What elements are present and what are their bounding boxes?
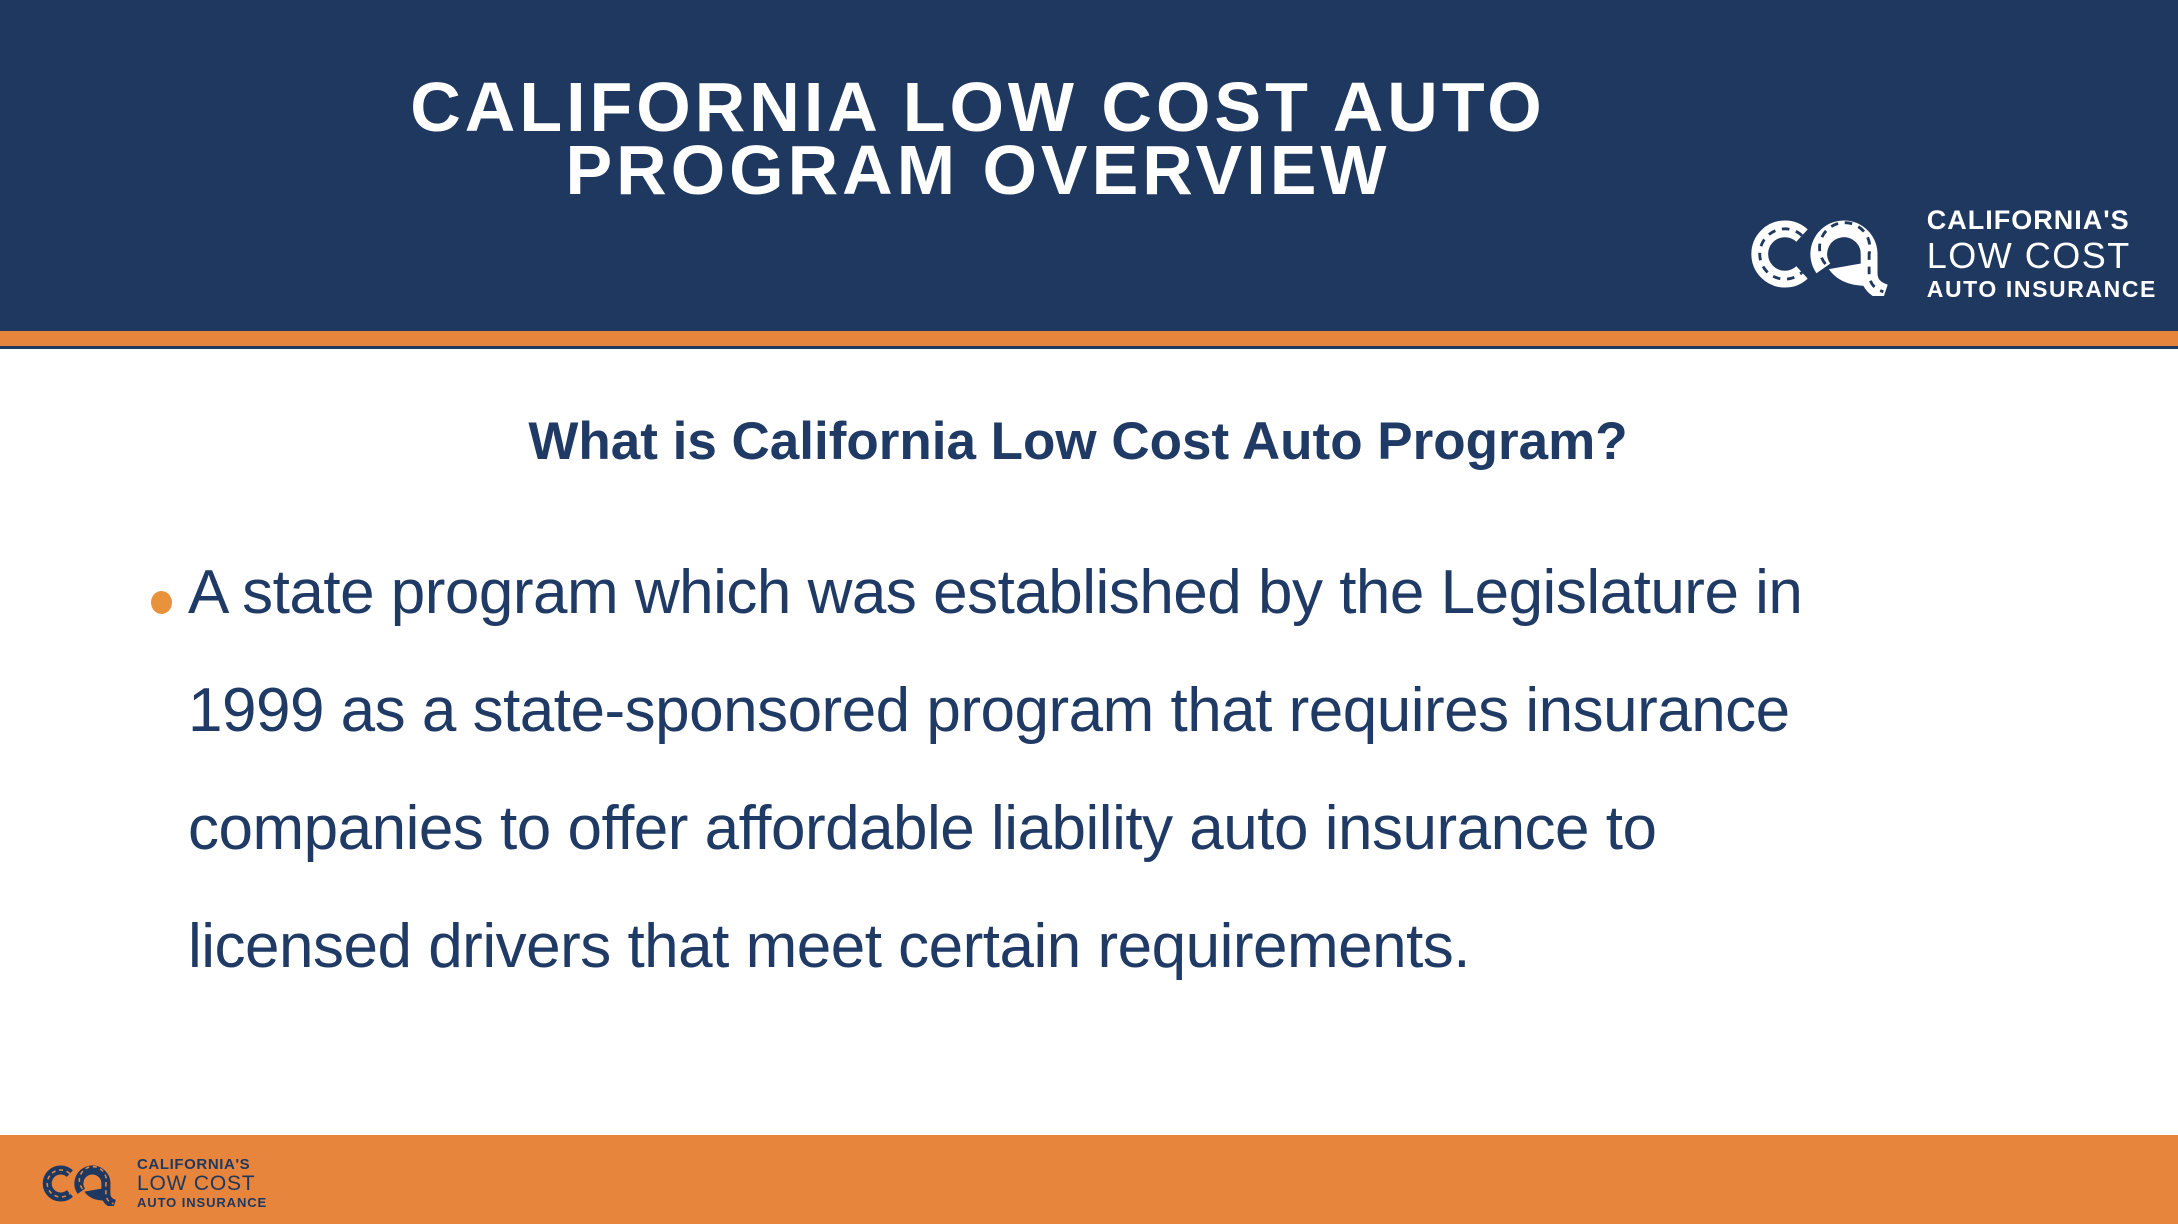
bullet-text-line3: companies to offer affordable liability auto insurance to	[188, 794, 1657, 863]
brand-logo-footer-text	[137, 1156, 267, 1212]
brand-name-line3: AUTO INSURANCE	[1926, 275, 2157, 302]
brand-name-line1: CALIFORNIA'S	[1926, 205, 2130, 235]
header-band	[0, 0, 2178, 331]
slide-title-line1: CALIFORNIA LOW COST AUTO	[410, 68, 1546, 146]
brand-logo-footer	[42, 1156, 267, 1212]
brand-name-line3: AUTO INSURANCE	[137, 1195, 268, 1211]
ca-road-monogram-icon	[1750, 212, 1901, 296]
bullet-text	[188, 534, 2178, 1006]
slide-title	[0, 68, 1956, 209]
brand-name-line1: CALIFORNIA'S	[137, 1156, 251, 1173]
bullet-text-line1: A state program which was established by the Legislature in	[188, 558, 1803, 627]
footer-band	[0, 1135, 2178, 1224]
slide-title-line2: PROGRAM OVERVIEW	[565, 131, 1391, 209]
section-heading: What is California Low Cost Auto Program?	[528, 412, 1628, 471]
bullet-text-line2: 1999 as a state-sponsored program that requires insurance	[188, 676, 1790, 745]
brand-logo-header-text	[1927, 205, 2157, 303]
brand-logo-header	[1750, 205, 2157, 303]
bullet-text-line4: licensed drivers that meet certain requirements.	[188, 912, 1471, 981]
bullet-dot-icon	[151, 591, 172, 614]
bullet-item	[0, 534, 2178, 1006]
brand-name-line2: LOW COST	[137, 1172, 256, 1196]
accent-stripe	[0, 331, 2178, 346]
brand-name-line2: LOW COST	[1926, 235, 2131, 277]
accent-hairline	[0, 346, 2178, 349]
ca-road-monogram-icon	[42, 1161, 123, 1206]
